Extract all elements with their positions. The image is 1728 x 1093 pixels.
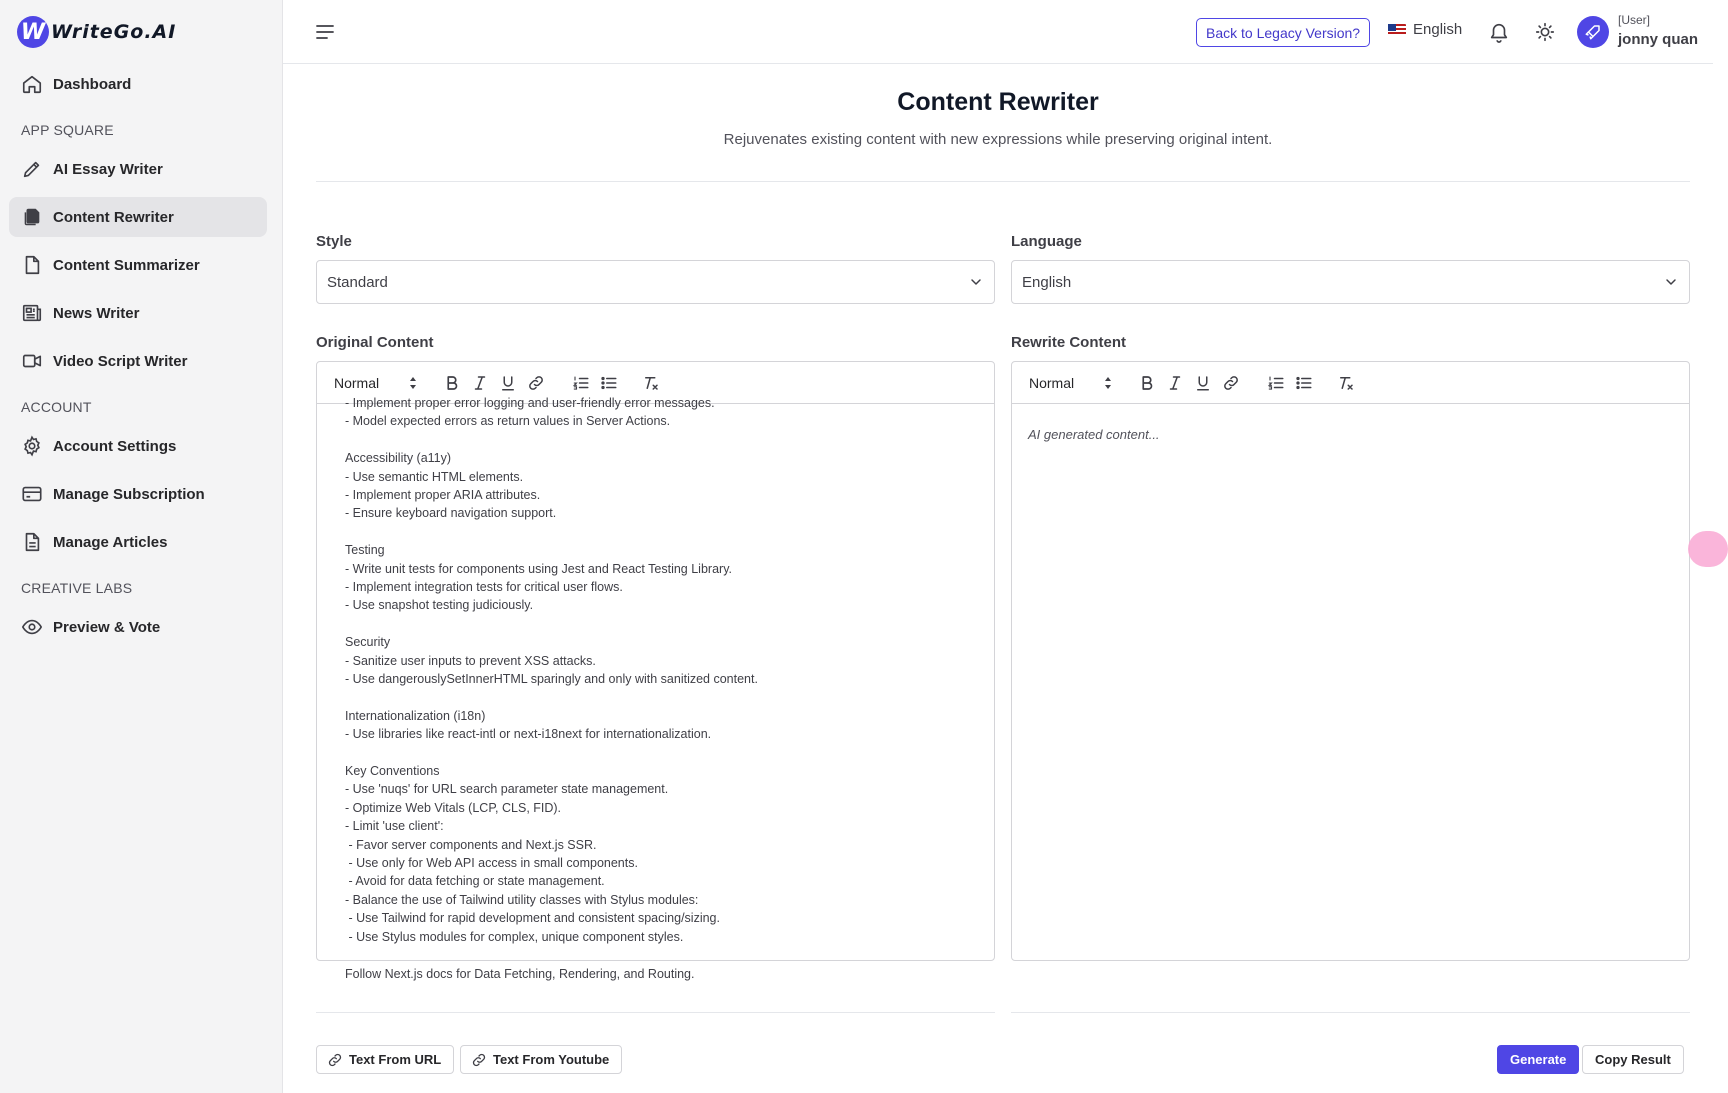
- updown-arrows-icon: [408, 375, 418, 391]
- content-line: - Use dangerouslySetInnerHTML sparingly and only with sanitized content.: [345, 672, 758, 687]
- sidebar-item-dashboard[interactable]: [9, 64, 267, 104]
- ordered-list-icon[interactable]: [1267, 374, 1285, 392]
- editor-toolbar: [1012, 362, 1689, 404]
- video-camera-icon: [21, 350, 43, 372]
- content-line: - Model expected errors as return values in Server Actions.: [345, 414, 671, 429]
- content-line: - Implement proper error logging and user-friendly error messages.: [345, 396, 715, 410]
- underline-icon[interactable]: [499, 374, 517, 392]
- floating-translate-tool[interactable]: [1688, 531, 1728, 567]
- section-app-square: APP SQUARE: [21, 122, 114, 138]
- content-line: - Implement integration tests for critical user flows.: [345, 580, 623, 595]
- sidebar-item-manage-subscription[interactable]: [9, 474, 267, 514]
- style-label: Style: [316, 233, 352, 250]
- content-line: Key Conventions: [345, 764, 440, 779]
- page-subtitle: Rejuvenates existing content with new expressions while preserving original intent.: [723, 131, 1273, 148]
- sidebar-item-ai-essay-writer[interactable]: [9, 149, 267, 189]
- content-line: - Use semantic HTML elements.: [345, 469, 524, 484]
- link-icon[interactable]: [1222, 374, 1240, 392]
- content-line: - Avoid for data fetching or state management.: [345, 874, 605, 889]
- documents-icon: [21, 206, 43, 228]
- content-line: Follow Next.js docs for Data Fetching, Rendering, and Routing.: [345, 966, 695, 981]
- sidebar-item-manage-articles[interactable]: [9, 522, 267, 562]
- copy-result-button[interactable]: Copy Result: [1582, 1045, 1684, 1074]
- content-line: - Use snapshot testing judiciously.: [345, 598, 534, 613]
- content-line: - Use libraries like react-intl or next-i18next for internationalization.: [345, 727, 712, 742]
- language-select[interactable]: [1011, 260, 1690, 304]
- sidebar-item-preview-vote[interactable]: [9, 607, 267, 647]
- bold-icon[interactable]: [1138, 374, 1156, 392]
- chevron-down-icon: [1663, 274, 1679, 290]
- sidebar-item-label: News Writer: [53, 304, 140, 322]
- sidebar-item-label: Manage Articles: [53, 533, 168, 551]
- theme-toggle-icon[interactable]: [1534, 21, 1556, 43]
- sidebar-item-label: Preview & Vote: [53, 618, 161, 636]
- text-from-url-button[interactable]: [316, 1045, 454, 1074]
- original-content-text: [345, 394, 758, 983]
- sidebar-item-account-settings[interactable]: [9, 426, 267, 466]
- section-creative-labs: CREATIVE LABS: [21, 580, 133, 596]
- pencil-icon: [21, 158, 43, 180]
- us-flag-icon: [1388, 24, 1406, 36]
- newspaper-icon: [21, 302, 43, 324]
- underline-icon[interactable]: [1194, 374, 1212, 392]
- updown-arrows-icon: [1103, 375, 1113, 391]
- sidebar-item-label: Video Script Writer: [53, 352, 188, 370]
- clear-format-icon[interactable]: [1337, 374, 1355, 392]
- sidebar-item-content-summarizer[interactable]: [9, 245, 267, 285]
- sidebar-item-label: AI Essay Writer: [53, 160, 163, 178]
- original-content-textarea[interactable]: [317, 396, 994, 981]
- editor-bottom-rule: [1011, 1012, 1690, 1013]
- home-icon: [21, 73, 43, 95]
- clear-format-icon[interactable]: [642, 374, 660, 392]
- back-to-legacy-button[interactable]: Back to Legacy Version?: [1196, 18, 1370, 47]
- link-icon: [471, 1052, 487, 1068]
- gear-icon: [21, 435, 43, 457]
- style-value: Standard: [327, 273, 388, 291]
- sidebar-item-label: Dashboard: [53, 75, 132, 93]
- sidebar-item-content-rewriter[interactable]: [9, 197, 267, 237]
- bullet-list-icon[interactable]: [1295, 374, 1313, 392]
- content-line: [345, 946, 758, 964]
- avatar[interactable]: [1577, 16, 1609, 48]
- title-divider: [316, 181, 1690, 182]
- content-line: - Implement proper ARIA attributes.: [345, 488, 541, 503]
- font-size-picker[interactable]: Normal: [1029, 375, 1075, 391]
- logo-badge: W: [17, 16, 49, 48]
- button-label: Text From Youtube: [493, 1052, 610, 1067]
- content-line: - Balance the use of Tailwind utility classes with Stylus modules:: [345, 892, 699, 907]
- sidebar-item-label: Manage Subscription: [53, 485, 205, 503]
- eye-icon: [21, 616, 43, 638]
- style-select[interactable]: [316, 260, 995, 304]
- content-line: - Sanitize user inputs to prevent XSS attacks.: [345, 653, 596, 668]
- user-name[interactable]: jonny quan: [1618, 31, 1698, 48]
- rewrite-placeholder: AI generated content...: [1028, 427, 1160, 442]
- content-line: - Use only for Web API access in small components.: [345, 856, 638, 871]
- rewrite-content-editor: [1011, 361, 1690, 961]
- content-line: - Limit 'use client':: [345, 819, 444, 834]
- italic-icon[interactable]: [1166, 374, 1184, 392]
- editor-bottom-rule: [316, 1012, 995, 1013]
- content-line: Testing: [345, 543, 385, 558]
- page-title: Content Rewriter: [897, 88, 1099, 116]
- generate-button[interactable]: Generate: [1497, 1045, 1579, 1074]
- ordered-list-icon[interactable]: [572, 374, 590, 392]
- italic-icon[interactable]: [471, 374, 489, 392]
- content-line: - Use Tailwind for rapid development and consistent spacing/sizing.: [345, 911, 720, 926]
- credit-card-icon: [21, 483, 43, 505]
- link-icon: [327, 1052, 343, 1068]
- content-line: - Write unit tests for components using Jest and React Testing Library.: [345, 561, 732, 576]
- article-icon: [21, 531, 43, 553]
- content-line: Internationalization (i18n): [345, 708, 486, 723]
- sidebar-item-video-script-writer[interactable]: [9, 341, 267, 381]
- link-icon[interactable]: [527, 374, 545, 392]
- main-content: [283, 64, 1713, 1093]
- brand-name: WriteGo.AI: [51, 21, 177, 43]
- bell-icon[interactable]: [1488, 20, 1510, 44]
- content-line: [345, 431, 758, 449]
- sidebar-item-label: Account Settings: [53, 437, 177, 455]
- rewrite-content-textarea[interactable]: [1012, 403, 1689, 960]
- content-line: - Optimize Web Vitals (LCP, CLS, FID).: [345, 800, 562, 815]
- content-line: [345, 744, 758, 762]
- brand-logo[interactable]: [17, 16, 176, 48]
- language-label: English: [1413, 21, 1463, 38]
- content-line: Security: [345, 635, 391, 650]
- rewrite-content-label: Rewrite Content: [1011, 334, 1127, 351]
- language-selector[interactable]: [1388, 21, 1462, 38]
- font-size-picker[interactable]: Normal: [334, 375, 380, 391]
- language-value: English: [1022, 273, 1072, 291]
- sidebar-item-news-writer[interactable]: [9, 293, 267, 333]
- button-label: Text From URL: [349, 1052, 442, 1067]
- content-line: Accessibility (a11y): [345, 451, 452, 466]
- content-line: - Use 'nuqs' for URL search parameter state management.: [345, 782, 669, 797]
- text-from-youtube-button[interactable]: [460, 1045, 622, 1074]
- content-line: [345, 688, 758, 706]
- bold-icon[interactable]: [443, 374, 461, 392]
- menu-toggle-icon[interactable]: [313, 20, 337, 44]
- content-line: - Favor server components and Next.js SSR.: [345, 837, 597, 852]
- language-field-label: Language: [1011, 233, 1082, 250]
- user-role: [User]: [1618, 13, 1651, 27]
- rocket-icon: [1584, 23, 1602, 41]
- content-line: - Use Stylus modules for complex, unique component styles.: [345, 929, 684, 944]
- content-line: - Ensure keyboard navigation support.: [345, 506, 557, 521]
- sidebar-item-label: Content Rewriter: [53, 208, 174, 226]
- chevron-down-icon: [968, 274, 984, 290]
- bullet-list-icon[interactable]: [600, 374, 618, 392]
- document-icon: [21, 254, 43, 276]
- original-content-label: Original Content: [316, 334, 434, 351]
- sidebar-item-label: Content Summarizer: [53, 256, 200, 274]
- content-line: [345, 615, 758, 633]
- content-line: [345, 523, 758, 541]
- sidebar: [0, 0, 283, 1093]
- section-account: ACCOUNT: [21, 399, 92, 415]
- original-content-editor: [316, 361, 995, 981]
- top-header: [283, 0, 1713, 64]
